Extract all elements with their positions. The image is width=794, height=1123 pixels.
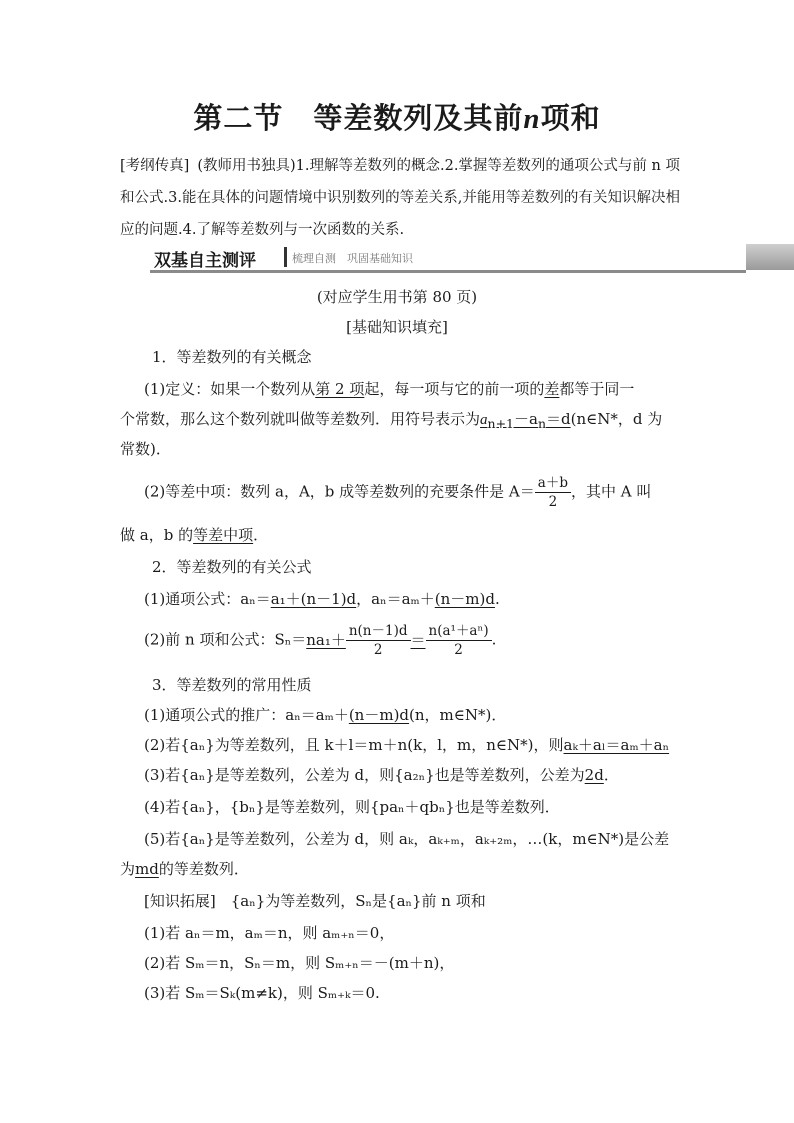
definition-line-1: (1)定义：如果一个数列从第 2 项起，每一项与它的前一项的差都等于同一: [144, 380, 635, 398]
sum-formula: (2)前 n 项和公式：Sₙ＝na₁＋ $\frac{n(n-1)d}{2}$ ＝ $\frac{\text{n(a¹＋aⁿ)}}{2}$ .: [144, 623, 497, 658]
page-title: 第二节 等差数列及其前n项和: [193, 101, 601, 135]
heading-3: 3．等差数列的常用性质: [152, 676, 312, 694]
property-3: (3)若{aₙ}是等差数列，公差为 d，则{a₂ₙ}也是等差数列，公差为2d．: [144, 766, 619, 784]
definition-line-3: 常数)．: [120, 440, 171, 458]
property-1: (1)通项公式的推广：aₙ＝aₘ＋(n－m)d(n，m∈N*)．: [144, 706, 507, 724]
knowledge-extension: [知识拓展] {aₙ}为等差数列，Sₙ是{aₙ}前 n 项和: [144, 892, 486, 910]
property-4: (4)若{aₙ}，{bₙ}是等差数列，则{paₙ＋qbₙ}也是等差数列．: [144, 798, 560, 816]
extension-2: (2)若 Sₘ＝n，Sₙ＝m，则 Sₘ₊ₙ＝－(m＋n)，: [144, 954, 455, 972]
middle-term-line-2: 做 a，b 的等差中项．: [120, 526, 269, 544]
outline-text: (教师用书独具)1.理解等差数列的概念.2.掌握等差数列的通项公式与前 n 项和公式.3.能在具体的问题情境中识别数列的等差关系,并能用等差数列的有关知识解决相应的问题.4.了解等差数列与一次函数的关系.: [120, 158, 680, 238]
middle-term-line: (2)等差中项：数列 a，A，b 成等差数列的充要条件是 A＝ $\frac{a+b}{2}$ ，其中 A 叫: [144, 475, 652, 510]
extension-1: (1)若 aₙ＝m，aₘ＝n，则 aₘ₊ₙ＝0，: [144, 924, 395, 942]
property-5: (5)若{aₙ}是等差数列，公差为 d，则 aₖ，aₖ₊ₘ，aₖ₊₂ₘ，…(k，m∈N*)是公差: [144, 830, 670, 848]
property-2: (2)若{aₙ}为等差数列，且 k＋l＝m＋n(k，l，m，n∈N*)，则aₖ＋aₗ＝aₘ＋aₙ: [144, 736, 670, 754]
section-tag: [基础知识填充]: [346, 318, 448, 336]
banner-gray-block: [746, 244, 794, 270]
property-5-cont: 为md的等差数列．: [120, 860, 249, 878]
banner-title: 双基自主测评: [154, 251, 256, 271]
general-term-formula: (1)通项公式：aₙ＝a₁＋(n－1)d，aₙ＝aₘ＋(n－m)d.: [144, 590, 500, 608]
heading-2: 2．等差数列的有关公式: [152, 558, 312, 576]
banner-subtitle: 梳理自测 巩固基础知识: [292, 252, 413, 265]
exam-outline: [120, 150, 680, 246]
section-banner: [150, 244, 794, 272]
definition-line-2: 个常数，那么这个数列就叫做等差数列．用符号表示为$a_{n+1}-a_n=d(n\in N*$，d 为: [120, 410, 663, 431]
page-reference: (对应学生用书第 80 页): [316, 288, 478, 306]
heading-1: 1．等差数列的有关概念: [152, 348, 312, 366]
outline-tag: [考纲传真]: [120, 158, 190, 174]
extension-3: (3)若 Sₘ＝Sₖ(m≠k)，则 Sₘ₊ₖ＝0.: [144, 984, 380, 1002]
